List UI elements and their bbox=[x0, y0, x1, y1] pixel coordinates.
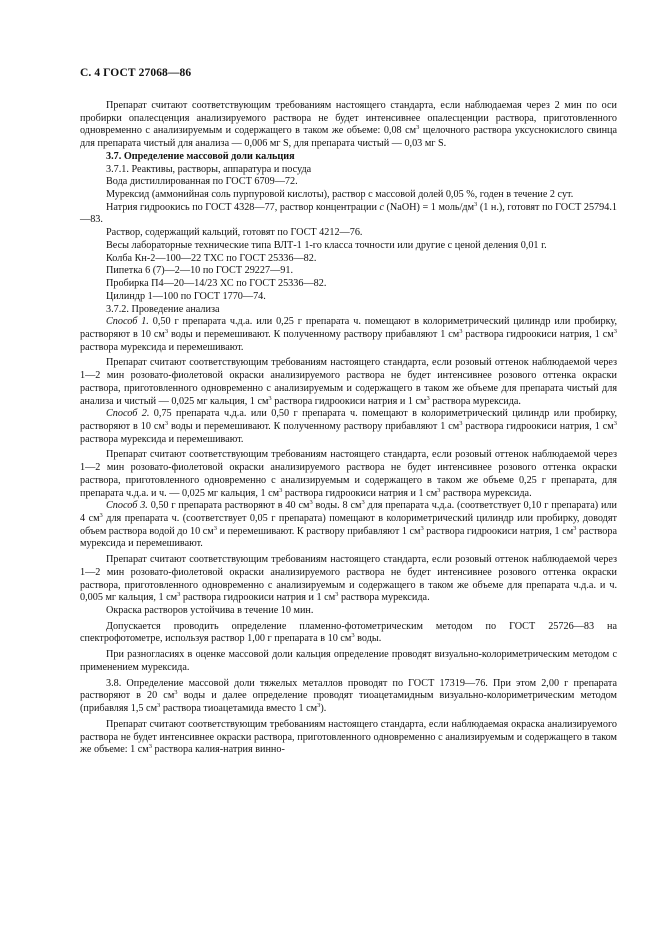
paragraph: Вода дистиллированная по ГОСТ 6709—72. bbox=[106, 176, 298, 188]
document-body bbox=[80, 100, 617, 757]
section-heading: 3.7. Определение массовой доли кальция bbox=[106, 150, 295, 162]
paragraph: Препарат считают соответствующим требованиям настоящего стандарта, если розовый оттенок наблюдаемой через 1—2 мин розовато-фиолетовой окраски анализируемого раствора не будет интенсивнее розового оттенка окраски раствора, приготовленного одновременно с анализируемым и содержащего в таком же объеме для препарата чистый для анализа и чистый — 0,025 мг кальция, 1 $см^3$ раствора гидроокиси натрия и 1 $см^3$ раствора мурексида. bbox=[80, 357, 617, 407]
method-paragraph: Способ 3. 0,50 г препарата растворяют в 40 $см^3$ воды. 8 $см^3$ для препарата ч.д.а. (соответствует 0,10 г препарата) или 4 $см^3$ для препарата ч. (соответствует 0,05 г препарата) помещают в колориметрический цилиндр или пробирку, доводят объем раствора водой до 10 $см^3$ и перемешивают. К раствору прибавляют 1 $см^3$ раствора гидроокиси натрия, 1 $см^3$ раствора мурексида и перемешивают. bbox=[80, 499, 618, 550]
paragraph: Колба Кн-2—100—22 ТХС по ГОСТ 25336—82. bbox=[106, 252, 317, 264]
paragraph: Препарат считают соответствующим требованиям настоящего стандарта, если наблюдаемая окраска анализируемого раствора не будет интенсивнее окраски раствора, приготовленного одновременно с анализируемым и содержащего в таком же объеме: 1 $см^3$ раствора калия-натрия винно- bbox=[80, 718, 617, 756]
paragraph: Пипетка 6 (7)—2—10 по ГОСТ 29227—91. bbox=[106, 265, 293, 277]
subsection-heading: 3.7.1. Реактивы, растворы, аппаратура и посуда bbox=[106, 163, 312, 175]
paragraph: 3.8. Определение массовой доли тяжелых металлов проводят по ГОСТ 17319—76. При этом 2,00 г препарата растворяют в 20 $см^3$ воды и далее определение проводят тиоацетамидным визуально-колориметрическим методом (прибавляя 1,5 $см^3$ раствора тиоацетамида вместо 1 $см^3$). bbox=[80, 677, 617, 715]
paragraph: Мурексид (аммонийная соль пурпуровой кислоты), раствор с массовой долей 0,05 %, годен в течение 2 сут. bbox=[106, 189, 574, 201]
paragraph: Препарат считают соответствующим требованиям настоящего стандарта, если розовый оттенок наблюдаемой через 1—2 мин розовато-фиолетовой окраски анализируемого раствора не будет интенсивнее розового оттенка окраски раствора, приготовленного одновременно с анализируемым и содержащего в таком же объеме 0,25 г препарата, для препарата ч.д.а. и ч. — 0,025 мг кальция, 1 $см^3$ раствора гидроокиси натрия и 1 $см^3$ раствора мурексида. bbox=[80, 449, 617, 499]
paragraph: Пробирка П4—20—14/23 ХС по ГОСТ 25336—82. bbox=[106, 278, 327, 290]
paragraph: Раствор, содержащий кальций, готовят по ГОСТ 4212—76. bbox=[106, 227, 363, 239]
paragraph: Цилиндр 1—100 по ГОСТ 1770—74. bbox=[106, 290, 266, 302]
paragraph: Весы лабораторные технические типа ВЛТ-1 1-го класса точности или другие с ценой деления 0,01 г. bbox=[106, 239, 547, 251]
subsection-heading: 3.7.2. Проведение анализа bbox=[106, 303, 220, 315]
paragraph: Допускается проводить определение пламенно-фотометрическим методом по ГОСТ 25726—83 на спектрофотометре, используя раствор 1,00 г препарата в 10 $см^3$ воды. bbox=[80, 620, 617, 645]
paragraph: Окраска растворов устойчива в течение 10 мин. bbox=[106, 605, 314, 617]
method-paragraph: Способ 2. 0,75 препарата ч.д.а. или 0,50 г препарата ч. помещают в колориметрический цилиндр или пробирку, растворяют в 10 $см^3$ воды и перемешивают. К полученному раствору прибавляют 1 $см^3$ раствора гидроокиси натрия, 1 $см^3$ раствора мурексида и перемешивают. bbox=[80, 408, 617, 445]
paragraph: Препарат считают соответствующим требованиям настоящего стандарта, если розовый оттенок наблюдаемой через 1—2 мин розовато-фиолетовой окраски анализируемого раствора не будет интенсивнее розового оттенка окраски раствора, приготовленного одновременно с анализируемым и содержащего в таком же объеме для препарата ч.д.а. и ч. 0,005 мг кальция, 1 $см^3$ раствора гидроокиси натрия и 1 $см^3$ раствора мурексида. bbox=[80, 554, 617, 604]
paragraph: Препарат считают соответствующим требованиям настоящего стандарта, если наблюдаемая через 2 мин по оси пробирки опалесценция анализируемого раствора не будет интенсивнее опалесценции раствора, приготовленного одновременно с анализируемым и содержащего в таком же объеме: 0,08 $см^3$ щелочного раствора уксуснокислого свинца для препарата чистый для анализа — 0,006 мг S, для препарата чистый — 0,03 мг S. bbox=[80, 100, 617, 150]
paragraph: При разногласиях в оценке массовой доли кальция определение проводят визуально-колориметрическим методом с применением мурексида. bbox=[80, 649, 617, 673]
page-header: С. 4 ГОСТ 27068—86 bbox=[80, 67, 192, 79]
method-paragraph: Способ 1. 0,50 г препарата ч.д.а. или 0,25 г препарата ч. помещают в колориметрический цилиндр или пробирку, растворяют в 10 $см^3$ воды и перемешивают. К полученному раствору прибавляют 1 $см^3$ раствора гидроокиси натрия, 1 $см^3$ раствора мурексида и перемешивают. bbox=[80, 316, 617, 353]
paragraph: Натрия гидроокись по ГОСТ 4328—77, раствор концентрации с (NaOH) = 1 моль/$дм^3$ (1 н.), готовят по ГОСТ 25794.1—83. bbox=[80, 200, 617, 226]
